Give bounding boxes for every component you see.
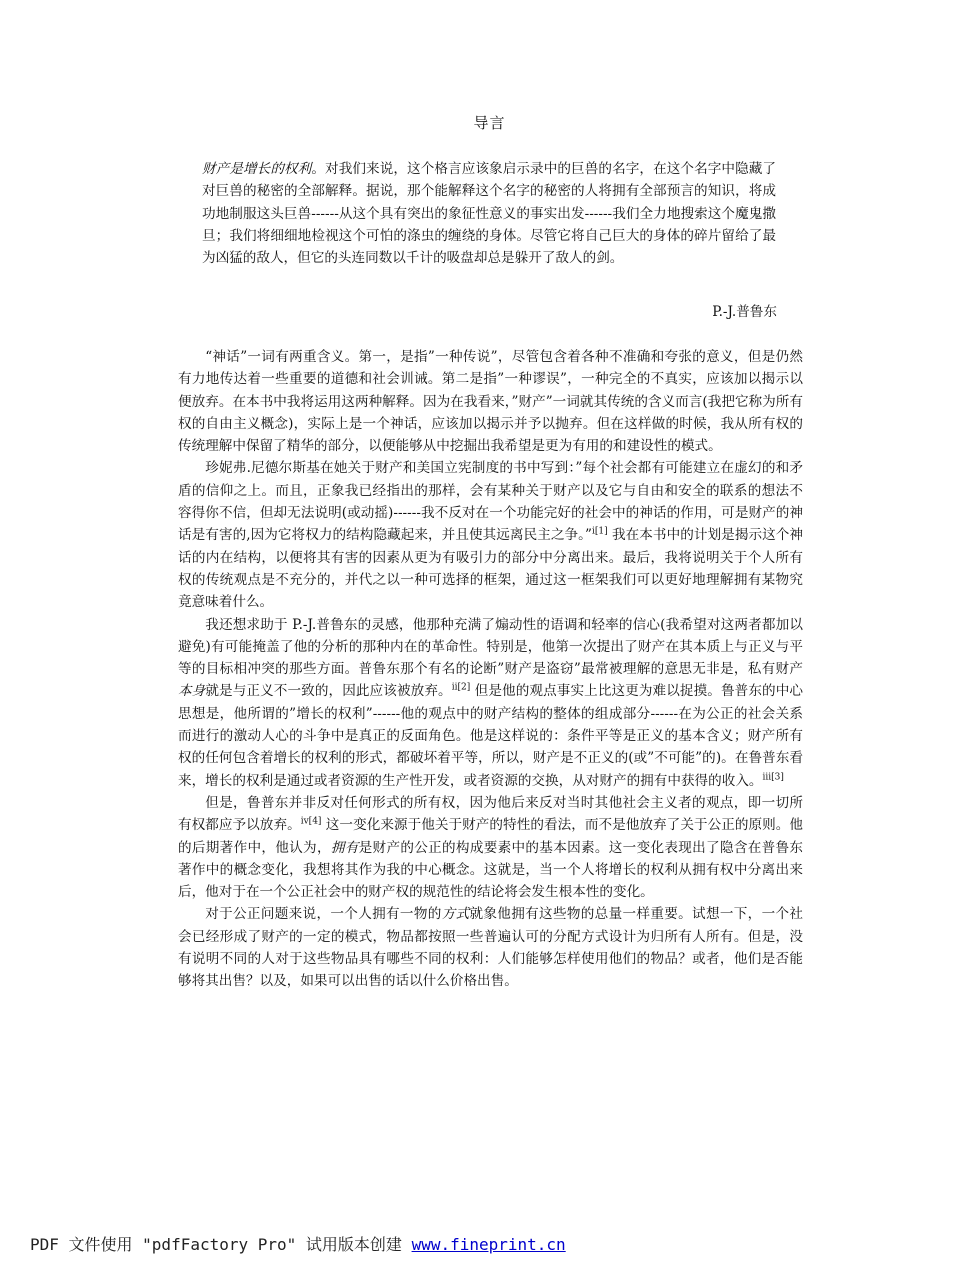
pdf-footer (30, 1232, 566, 1255)
page-title: 导言 (473, 114, 506, 132)
epigraph-text: 。对我们来说，这个格言应该象启示录中的巨兽的名字，在这个名字中隐藏了对巨兽的秘密的全部解释。据说，那个能解释这个名字的秘密的人将拥有全部预言的知识，将成功地制服这头巨兽------从这个具有突出的象征性意义的事实出发------我们全力地搜索这个魔鬼撒旦；我们将细细地检视这个可怕的涤虫的缠绕的身体。尽管它将自己巨大的身体的碎片留给了最为凶猛的敌人，但它的头连同数以千计的吸盘却总是躲开了敌人的剑。 (202, 161, 777, 267)
paragraph-4-emphasis: 拥有 (330, 839, 359, 856)
footer-text: PDF 文件使用 "pdfFactory Pro" 试用版本创建 (30, 1235, 412, 1254)
footnote-ref[interactable]: iv[4] (300, 816, 322, 827)
paragraph-4-part-a: 但是，鲁普东并非反对任何形式的所有权，因为他后来反对当时其他社会主义者的观点，即一切所有权都应予以放弃。 (178, 794, 803, 834)
footer-link[interactable]: www.fineprint.cn (411, 1235, 566, 1254)
paragraph-5-part-a: 对于公正问题来说，一个人拥有一物的 (205, 906, 442, 923)
epigraph-lead: 财产是增长的权利 (202, 161, 312, 177)
paragraph-2 (178, 457, 803, 613)
paragraph-3-emphasis: 本身 (178, 683, 206, 700)
paragraph-5 (178, 903, 803, 992)
paragraph-3 (178, 614, 803, 792)
paragraph-5-emphasis: 方式 (441, 906, 470, 923)
epigraph-attribution: P.-J.普鲁东 (712, 304, 777, 320)
paragraph-2-part-b: 我在本书中的计划是揭示这个神话的内在结构，以便将其有害的因素从更为有吸引力的部分中分离出来。最后，我将说明关于个人所有权的传统观点是不充分的，并代之以一种可选择的框架，通过这一框架我们可以更好地理解拥有某物究竟意味着什么。 (178, 527, 804, 611)
body-text (178, 346, 803, 993)
paragraph-2-part-a: 珍妮弗.尼德尔斯基在她关于财产和美国立宪制度的书中写到：”每个社会都有可能建立在虚幻的和矛盾的信仰之上。而且，正象我已经指出的那样，会有某种关于财产以及它与自由和安全的联系的想法不容得你不信，但却无法说明(或动摇)------我不反对在一个功能完好的社会中的神话的作用，可是财产的神话是有害的,因为它将权力的结构隐藏起来，并且使其远离民主之争。” (178, 460, 803, 544)
footnote-ref[interactable]: ii[2] (451, 682, 471, 693)
paragraph-3-part-c: 但是他的观点事实上比这更为难以捉摸。鲁普东的中心思想是，他所谓的”增长的权利”------他的观点中的财产结构的整体的组成部分------在为公正的社会关系而进行的激动人心的斗争中是真正的反面角色。他是这样说的：条件平等是正义的基本含义；财产所有权的任何包含着增长的权利的形式，都破坏着平等，所以，财产是不正义的(或”不可能”的)。在鲁普东看来，增长的权利是通过或者资源的生产性开发，或者资源的交换，从对财产的拥有中获得的收入。 (178, 683, 804, 789)
paragraph-5-part-b: 就象他拥有这些物的总量一样重要。试想一下，一个社会已经形成了财产的一定的模式，物品都按照一些普遍认可的分配方式设计为归所有人所有。但是，没有说明不同的人对于这些物品具有哪些不同的权利：人们能够怎样使用他们的物品？或者，他们是否能够将其出售？以及，如果可以出售的话以什么价格出售。 (178, 906, 804, 990)
footnote-ref[interactable]: iii[3] (762, 772, 784, 783)
paragraph-3-part-b: 就是与正义不一致的，因此应该被放弃。 (205, 683, 452, 700)
footnote-ref[interactable]: i[1] (591, 526, 608, 537)
epigraph (202, 158, 776, 269)
paragraph-1: “神话”一词有两重含义。第一，是指”一种传说”，尽管包含着各种不准确和夸张的意义，但是仍然有力地传达着一些重要的道德和社会训诫。第二是指”一种谬误”，一种完全的不真实，应该加以揭示以便放弃。在本书中我将运用这两种解释。因为在我看来，”财产”一词就其传统的含义而言(我把它称为所有权的自由主义概念)，实际上是一个神话，应该加以揭示并予以抛弃。但在这样做的时候，我从所有权的传统理解中保留了精华的部分，以便能够从中挖掘出我希望是更为有用的和建设性的模式。 (178, 349, 803, 455)
paragraph-4-part-b: 这一变化来源于他关于财产的特性的看法，而不是他放弃了关于公正的原则。他的后期著作中，他认为， (178, 817, 803, 856)
paragraph-3-part-a: 我还想求助于 P.-J.普鲁东的灵感，他那种充满了煽动性的语调和轻率的信心(我希望对这两者都加以避免)有可能掩盖了他的分析的那种内在的革命性。特别是，他第一次提出了财产在其本质上与正义与平等的目标相冲突的那些方面。普鲁东那个有名的论断”财产是盗窃”最常被理解的意思无非是，私有财产 (178, 616, 803, 678)
paragraph-4 (178, 792, 803, 903)
paragraph-4-part-c: 是财产的公正的构成要素中的基本因素。这一变化表现出了隐含在普鲁东著作中的概念变化，我想将其作为我的中心概念。这就是，当一个人将增长的权利从拥有权中分离出来后，他对于在一个公正社会中的财产权的规范性的结论将会发生根本性的变化。 (178, 839, 804, 901)
